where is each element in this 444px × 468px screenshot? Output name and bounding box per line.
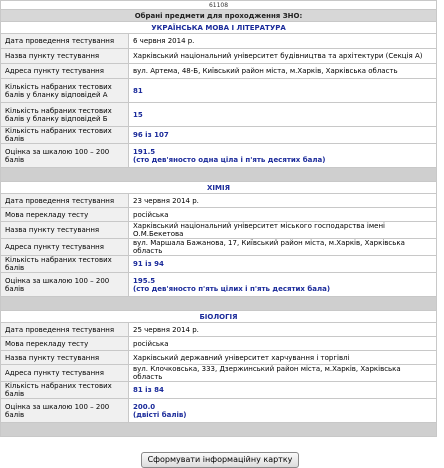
row-label: Кількість набраних тестових балів у бланку відповідей Б xyxy=(1,103,129,127)
row-label: Дата проведення тестування xyxy=(1,323,129,337)
row-value: Харківський національний університет будівництва та архітектури (Секція А) xyxy=(129,49,437,64)
row-value: 81 із 84 xyxy=(129,382,437,399)
score-value: 200.0 xyxy=(133,402,156,411)
score-words: (двісті балів) xyxy=(133,410,187,419)
section-title: Обрані предмети для проходження ЗНО: xyxy=(1,10,437,22)
subject-title-chemistry: ХІМІЯ xyxy=(1,182,437,194)
row-value: російська xyxy=(129,337,437,351)
row-label: Адреса пункту тестування xyxy=(1,239,129,256)
row-label: Назва пункту тестування xyxy=(1,222,129,239)
row-label: Назва пункту тестування xyxy=(1,49,129,64)
score-cell xyxy=(129,144,437,168)
row-value: вул. Артема, 48-Б, Київський район міста, м.Харків, Харківська область xyxy=(129,64,437,79)
row-value: Харківський державний університет харчування і торгівлі xyxy=(129,351,437,365)
row-label: Дата проведення тестування xyxy=(1,34,129,49)
row-value: 6 червня 2014 р. xyxy=(129,34,437,49)
section-divider xyxy=(1,168,437,182)
button-area xyxy=(0,452,437,468)
row-value: 25 червня 2014 р. xyxy=(129,323,437,337)
row-label: Оцінка за шкалою 100 – 200 балів xyxy=(1,273,129,297)
row-value: 91 із 94 xyxy=(129,256,437,273)
row-value: Харківський національний університет міського господарства імені О.М.Бекетова xyxy=(129,222,437,239)
score-value: 191.5 xyxy=(133,147,156,156)
row-value: 96 із 107 xyxy=(129,127,437,144)
row-value: 15 xyxy=(129,103,437,127)
row-label: Мова перекладу тесту xyxy=(1,337,129,351)
score-value: 195.5 xyxy=(133,276,156,285)
row-label: Оцінка за шкалою 100 – 200 балів xyxy=(1,399,129,423)
row-label: Мова перекладу тесту xyxy=(1,208,129,222)
section-divider xyxy=(1,297,437,311)
row-label: Адреса пункту тестування xyxy=(1,365,129,382)
row-label: Кількість набраних тестових балів у бланку відповідей А xyxy=(1,79,129,103)
row-value: вул. Клочковська, 333, Дзержинський район міста, м.Харків, Харківська область xyxy=(129,365,437,382)
score-words: (сто дев'яносто п'ять цілих і п'ять десятих бала) xyxy=(133,284,331,293)
row-label: Кількість набраних тестових балів xyxy=(1,382,129,399)
row-value: вул. Маршала Бажанова, 17, Київський район міста, м.Харків, Харківська область xyxy=(129,239,437,256)
row-label: Оцінка за шкалою 100 – 200 балів xyxy=(1,144,129,168)
generate-info-card-button[interactable]: Сформувати інформаційну картку xyxy=(141,452,300,468)
row-value: 23 червня 2014 р. xyxy=(129,194,437,208)
score-words: (сто дев'яносто одна ціла і п'ять десятих бала) xyxy=(133,155,326,164)
row-label: Кількість набраних тестових балів xyxy=(1,256,129,273)
top-number: 61108 xyxy=(1,1,437,10)
row-label: Адреса пункту тестування xyxy=(1,64,129,79)
row-value: 81 xyxy=(129,79,437,103)
subject-title-ukrainian: УКРАЇНСЬКА МОВА І ЛІТЕРАТУРА xyxy=(1,22,437,34)
row-value: російська xyxy=(129,208,437,222)
section-divider xyxy=(1,423,437,437)
row-label: Дата проведення тестування xyxy=(1,194,129,208)
score-cell xyxy=(129,273,437,297)
score-cell xyxy=(129,399,437,423)
row-label: Кількість набраних тестових балів xyxy=(1,127,129,144)
subject-title-biology: БІОЛОГІЯ xyxy=(1,311,437,323)
row-label: Назва пункту тестування xyxy=(1,351,129,365)
